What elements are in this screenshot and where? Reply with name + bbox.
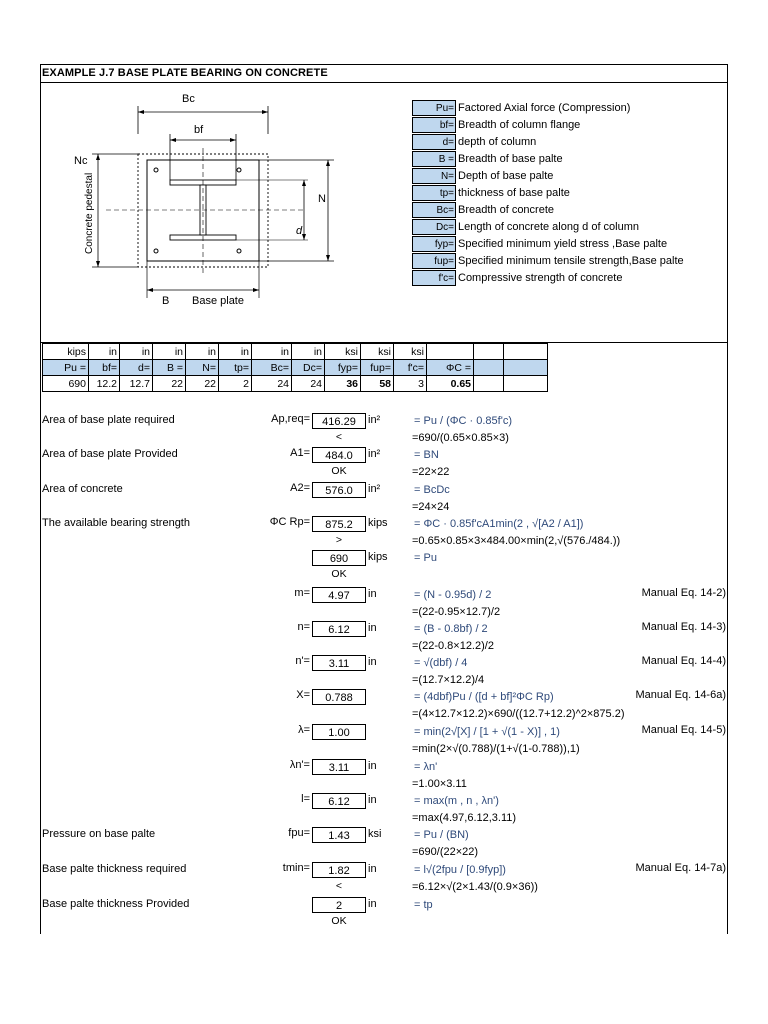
formula-text: = √(dbf) / 4	[414, 657, 468, 669]
legend-row	[412, 168, 644, 185]
variable-label: m=	[294, 587, 310, 599]
legend-text: Specified minimum tensile strength,Base palte	[458, 255, 684, 267]
unit-label: in	[368, 760, 377, 772]
value-cell	[504, 376, 548, 392]
unit-label: kips	[368, 517, 388, 529]
calculation-text: =24×24	[412, 501, 450, 513]
unit-cell	[504, 344, 548, 360]
variable-label: X=	[296, 689, 310, 701]
values-row	[43, 376, 548, 392]
check-result: OK	[331, 568, 347, 580]
calculation-text: =0.65×0.85×3×484.00×min(2,√(576./484.))	[412, 535, 621, 547]
result-box: 4.97	[312, 587, 366, 603]
legend-row	[412, 219, 644, 236]
legend-text: Specified minimum yield stress ,Base palte	[458, 238, 668, 250]
calculation-text: =1.00×3.11	[412, 778, 467, 790]
unit-label: in	[368, 794, 377, 806]
value-cell: 24	[292, 376, 325, 392]
result-box: 6.12	[312, 621, 366, 637]
symbol-cell: d=	[120, 360, 153, 376]
formula-text: = max(m , n , λn')	[414, 795, 499, 807]
value-cell: 22	[186, 376, 219, 392]
value-cell: 24	[252, 376, 292, 392]
legend-symbol: tp=	[412, 185, 456, 201]
check-result: >	[335, 534, 343, 546]
manual-reference: Manual Eq. 14-3)	[641, 621, 726, 633]
symbol-cell: Bc=	[252, 360, 292, 376]
legend-text: depth of column	[458, 136, 537, 148]
variable-label: A1=	[290, 447, 310, 459]
legend-text: Breadth of base palte	[458, 153, 563, 165]
result-box: 1.43	[312, 827, 366, 843]
manual-reference: Manual Eq. 14-5)	[641, 724, 726, 736]
calculation-text: =(22-0.95×12.7)/2	[412, 606, 501, 618]
title-rule	[40, 82, 728, 83]
left-rule	[40, 64, 41, 934]
row-label: Base palte thickness required	[42, 863, 187, 875]
value-cell: 12.2	[89, 376, 120, 392]
unit-label: in	[368, 622, 377, 634]
variable-label: λ=	[298, 724, 310, 736]
fig-nc-label: Nc	[74, 155, 88, 167]
unit-cell	[427, 344, 474, 360]
formula-text: = (B - 0.8bf) / 2	[414, 623, 488, 635]
manual-reference: Manual Eq. 14-7a)	[635, 862, 726, 874]
legend-text: Compressive strength of concrete	[458, 272, 623, 284]
row-label: Pressure on base palte	[42, 828, 156, 840]
result-box: 3.11	[312, 759, 366, 775]
unit-cell: ksi	[394, 344, 427, 360]
fig-d-label: d	[296, 225, 303, 237]
symbol-cell: f'c=	[394, 360, 427, 376]
row-label: Area of concrete	[42, 483, 123, 495]
variable-label: Ap,req=	[271, 413, 310, 425]
value-cell: 0.65	[427, 376, 474, 392]
check-result: OK	[331, 915, 347, 927]
fig-b-label: B	[162, 295, 170, 307]
right-rule	[727, 64, 728, 934]
formula-text: = λn'	[414, 761, 438, 773]
variable-label: fpu=	[288, 827, 310, 839]
unit-cell: kips	[43, 344, 89, 360]
formula-text: = Pu	[414, 552, 437, 564]
fig-pedestal-label: Concrete pedestal	[84, 172, 95, 254]
row-label: Area of base plate required	[42, 414, 175, 426]
legend-row	[412, 185, 644, 202]
variable-label: ΦC Rp=	[269, 516, 310, 528]
unit-cell: in	[292, 344, 325, 360]
value-cell: 3	[394, 376, 427, 392]
variable-label: A2=	[290, 482, 310, 494]
unit-cell: ksi	[361, 344, 394, 360]
unit-cell: ksi	[325, 344, 361, 360]
unit-cell: in	[120, 344, 153, 360]
check-result: <	[335, 431, 343, 443]
row-label: The available bearing strength	[42, 517, 190, 529]
legend-row	[412, 151, 644, 168]
unit-label: in²	[368, 414, 381, 426]
unit-label: in	[368, 863, 377, 875]
variable-label: λn'=	[289, 759, 310, 771]
calculation-text: =min(2×√(0.788)/(1+√(1-0.788)),1)	[412, 743, 580, 755]
manual-reference: Manual Eq. 14-2)	[641, 587, 726, 599]
variable-label: tmin=	[282, 862, 310, 874]
calculation-text: =690/(0.65×0.85×3)	[412, 432, 509, 444]
legend-symbol: N=	[412, 168, 456, 184]
legend-symbol: Dc=	[412, 219, 456, 235]
legend-row	[412, 100, 644, 117]
calculation-text: =(22-0.8×12.2)/2	[412, 640, 494, 652]
symbol-cell: fyp=	[325, 360, 361, 376]
unit-label: kips	[368, 551, 388, 563]
row-label: Area of base plate Provided	[42, 448, 178, 460]
legend-text: Length of concrete along d of column	[458, 221, 640, 233]
legend-symbol: B =	[412, 151, 456, 167]
legend-text: thickness of base palte	[458, 187, 570, 199]
formula-text: = (N - 0.95d) / 2	[414, 589, 492, 601]
units-row	[43, 344, 548, 360]
legend-symbol: f'c=	[412, 270, 456, 286]
legend-text: Factored Axial force (Compression)	[458, 102, 631, 114]
legend-symbol: Bc=	[412, 202, 456, 218]
result-box: 3.11	[312, 655, 366, 671]
symbol-cell	[504, 360, 548, 376]
fig-bf-label: bf	[194, 124, 204, 136]
legend-row	[412, 253, 684, 270]
symbol-cell: bf=	[89, 360, 120, 376]
unit-label: in²	[368, 483, 381, 495]
unit-label: in	[368, 588, 377, 600]
formula-text: = min(2√[X] / [1 + √(1 - X)] , 1)	[414, 726, 560, 738]
unit-label: in²	[368, 448, 381, 460]
symbols-row	[43, 360, 548, 376]
legend-symbol: Pu=	[412, 100, 456, 116]
row-label: Base palte thickness Provided	[42, 898, 190, 910]
formula-text: = Pu / (BN)	[414, 829, 469, 841]
value-cell: 690	[43, 376, 89, 392]
legend-symbol: d=	[412, 134, 456, 150]
value-cell: 58	[361, 376, 394, 392]
legend-row	[412, 202, 644, 219]
result-box: 1.00	[312, 724, 366, 740]
check-result: <	[335, 880, 343, 892]
symbol-cell: tp=	[219, 360, 252, 376]
legend-row	[412, 117, 644, 134]
formula-text: = (4dbf)Pu / ([d + bf]²ΦC Rp)	[414, 691, 554, 703]
symbol-cell: N=	[186, 360, 219, 376]
variable-label: n=	[297, 621, 310, 633]
symbol-cell: fup=	[361, 360, 394, 376]
value-cell: 36	[325, 376, 361, 392]
page-title: EXAMPLE J.7 BASE PLATE BEARING ON CONCRETE	[42, 67, 328, 79]
formula-text: = tp	[414, 899, 433, 911]
formula-text: = BN	[414, 449, 439, 461]
calculation-text: =6.12×√(2×1.43/(0.9×36))	[412, 881, 538, 893]
calculation-text: =(4×12.7×12.2)×690/((12.7+12.2)^2×875.2)	[412, 708, 625, 720]
result-box: 0.788	[312, 689, 366, 705]
legend-text: Depth of base palte	[458, 170, 554, 182]
value-cell	[474, 376, 504, 392]
result-box: 875.2	[312, 516, 366, 532]
calculation-text: =max(4.97,6.12,3.11)	[412, 812, 517, 824]
legend-row	[412, 134, 644, 151]
value-cell: 12.7	[120, 376, 153, 392]
fig-bc-label: Bc	[182, 93, 195, 105]
manual-reference: Manual Eq. 14-6a)	[635, 689, 726, 701]
top-rule	[40, 64, 728, 65]
formula-text: = l√(2fpu / [0.9fyp])	[414, 864, 506, 876]
formula-text: = Pu / (ΦC · 0.85f'c)	[414, 415, 512, 427]
calculation-text: =(12.7×12.2)/4	[412, 674, 485, 686]
unit-cell: in	[89, 344, 120, 360]
legend-symbol: fup=	[412, 253, 456, 269]
symbol-cell: B =	[153, 360, 186, 376]
calculation-text: =690/(22×22)	[412, 846, 479, 858]
fig-baseplate-label: Base plate	[192, 295, 244, 307]
unit-cell: in	[219, 344, 252, 360]
legend-symbol: fyp=	[412, 236, 456, 252]
result-box: 484.0	[312, 447, 366, 463]
symbol-cell: Dc=	[292, 360, 325, 376]
value-cell: 2	[219, 376, 252, 392]
formula-text: = ΦC · 0.85f'cA1min(2 , √[A2 / A1])	[414, 518, 584, 530]
formula-text: = BcDc	[414, 484, 450, 496]
result-box: 6.12	[312, 793, 366, 809]
unit-label: in	[368, 656, 377, 668]
value-cell: 22	[153, 376, 186, 392]
result-box: 416.29	[312, 413, 366, 429]
symbol-cell: Pu =	[43, 360, 89, 376]
unit-cell	[474, 344, 504, 360]
base-plate-figure	[72, 88, 352, 318]
legend-text: Breadth of concrete	[458, 204, 555, 216]
manual-reference: Manual Eq. 14-4)	[641, 655, 726, 667]
unit-cell: in	[186, 344, 219, 360]
unit-label: ksi	[368, 828, 382, 840]
legend-row	[412, 270, 644, 287]
calculation-text: =22×22	[412, 466, 450, 478]
legend-symbol: bf=	[412, 117, 456, 133]
unit-label: in	[368, 898, 377, 910]
result-box: 1.82	[312, 862, 366, 878]
symbol-cell: ΦC =	[427, 360, 474, 376]
unit-cell: in	[153, 344, 186, 360]
legend-row	[412, 236, 668, 253]
check-result: OK	[331, 465, 347, 477]
variable-label: n'=	[295, 655, 310, 667]
variable-label: l=	[301, 793, 310, 805]
result-box: 2	[312, 897, 366, 913]
symbol-cell	[474, 360, 504, 376]
unit-cell: in	[252, 344, 292, 360]
fig-n-label: N	[318, 193, 326, 205]
legend-text: Breadth of column flange	[458, 119, 581, 131]
result-box: 576.0	[312, 482, 366, 498]
input-table	[42, 343, 548, 392]
result-box: 690	[312, 550, 366, 566]
symbol-legend	[412, 100, 684, 287]
